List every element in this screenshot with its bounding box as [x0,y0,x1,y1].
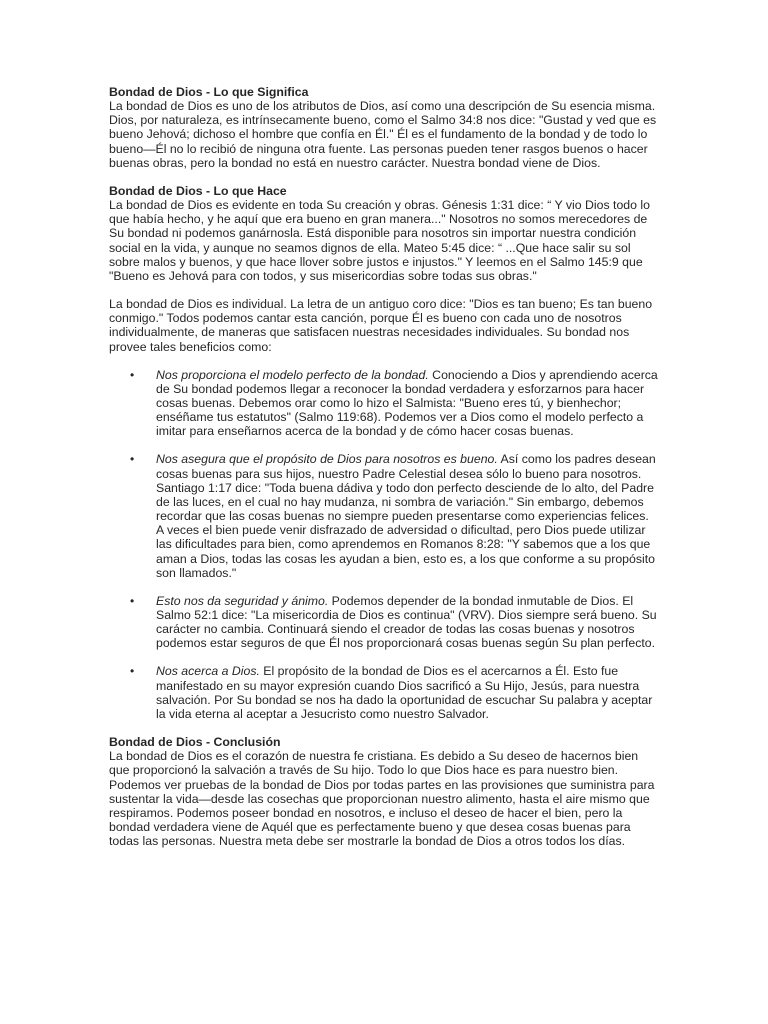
section-conclusion [109,735,659,848]
list-item [109,368,659,439]
list-item-text: Así como los padres desean cosas buenas para sus hijos, nuestro Padre Celestial desea sólo lo bueno para nosotros. Santiago 1:17 dice: "Toda buena dádiva y todo don perfecto desciende de lo alto, del Padre de las luces, en el cual no hay mudanza, ni sombra de variación." Sin embargo, debemos recordar que las cosas buenas no siempre pueden presentarse como experiencias felices. A veces el bien puede venir disfrazado de adversidad o dificultad, pero Dios puede utilizar las dificultades para bien, como aprendemos en Romanos 8:28: "Y sabemos que a los que aman a Dios, todas las cosas les ayudan a bien, esto es, a los que conforme a su propósito son llamados." [156,452,656,580]
section-heading: Bondad de Dios - Lo que Hace [109,183,287,198]
bullet-icon: • [130,664,135,679]
list-item-text: Conociendo a Dios y aprendiendo acerca de Su bondad podemos llegar a reconocer la bondad verdadera y esforzarnos para hacer cosas buenas. Debemos orar como lo hizo el Salmista: "Bueno eres tú, y bienhechor; enséñame tus estatutos" (Salmo 119:68). Podemos ver a Dios como el modelo perfecto a imitar para enseñarnos acerca de la bondad y de cómo hacer cosas buenas. [156,367,658,439]
paragraph: La bondad de Dios es uno de los atributos de Dios, así como una descripción de Su esencia misma. Dios, por naturaleza, es intrínsecamente bueno, como el Salmo 34:8 nos dice: "Gustad y ved que es bueno Jehová; dichoso el hombre que confía en Él." Él es el fundamento de la bondad y de todo lo bueno—Él no lo recibió de ninguna otra fuente. Las personas pueden tener rasgos buenos o hacer buenas obras, pero la bondad no está en nuestro carácter. Nuestra bondad viene de Dios. [109,99,657,170]
paragraph: La bondad de Dios es el corazón de nuestra fe cristiana. Es debido a Su deseo de hacernos bien que proporcionó la salvación a través de Su hijo. Todo lo que Dios hace es para nuestro bien. Podemos ver pruebas de la bondad de Dios por todas partes en las provisiones que suministra para sustentar la vida—desde las cosechas que proporcionan nuestro alimento, hasta el aire mismo que respiramos. Podemos poseer bondad en nosotros, e incluso el deseo de hacer el bien, pero la bondad verdadera viene de Aquél que es perfectamente bueno y que desea cosas buenas para todas las personas. Nuestra meta debe ser mostrarle la bondad de Dios a otros todos los días. [109,749,655,849]
bullet-icon: • [130,593,135,608]
paragraph: La bondad de Dios es evidente en toda Su creación y obras. Génesis 1:31 dice: “ Y vio Dios todo lo que había hecho, y he aquí que era bueno en gran manera..." Nosotros no somos merecedores de Su bondad ni podemos ganárnosla. Está disponible para nosotros sin importar nuestra condición social en la vida, y aunque no seamos dignos de ella. Mateo 5:45 dice: “ ...Que hace salir su sol sobre malos y buenos, y que hace llover sobre justos e injustos." Y leemos en el Salmo 145:9 que "Bueno es Jehová para con todos, y sus misericordias sobre todas sus obras." [109,198,650,283]
section-heading: Bondad de Dios - Lo que Significa [109,85,309,99]
list-item-text: El propósito de la bondad de Dios es el acercarnos a Él. Esto fue manifestado en su mayor expresión cuando Dios sacrificó a Su Hijo, Jesús, para nuestra salvación. Por Su bondad se nos ha dado la oportunidad de escuchar Su palabra y aceptar la vida eterna al aceptar a Jesucristo como nuestro Salvador. [156,664,653,721]
list-item [109,594,659,651]
list-item-lead: Esto nos da seguridad y ánimo. [156,593,329,608]
list-item-lead: Nos proporciona el modelo perfecto de la bondad. [156,367,429,382]
list-item [109,664,659,721]
paragraph: La bondad de Dios es individual. La letra de un antiguo coro dice: "Dios es tan bueno; Es tan bueno conmigo." Todos podemos cantar esta canción, porque Él es bueno con cada uno de nosotros individualmente, de maneras que satisfacen nuestras necesidades individuales. Su bondad nos provee tales beneficios como: [109,297,653,354]
list-item-lead: Nos acerca a Dios. [156,664,260,679]
benefits-list [109,368,659,721]
list-item-text: Podemos depender de la bondad inmutable de Dios. El Salmo 52:1 dice: "La misericordia de Dios es continua" (VRV). Dios siempre será bueno. Su carácter no cambia. Continuará siendo el creador de todas las cosas buenas y nosotros podemos estar seguros de que Él nos proporcionará cosas buenas según Su plan perfecto. [156,593,657,651]
list-item-lead: Nos asegura que el propósito de Dios para nosotros es bueno. [156,452,498,467]
section-lo-que-significa [109,85,659,170]
document-page [109,85,659,862]
list-item [109,452,659,579]
bullet-icon: • [130,452,135,467]
section-heading: Bondad de Dios - Conclusión [109,735,281,750]
section-lo-que-hace [109,184,659,721]
bullet-icon: • [130,367,135,382]
